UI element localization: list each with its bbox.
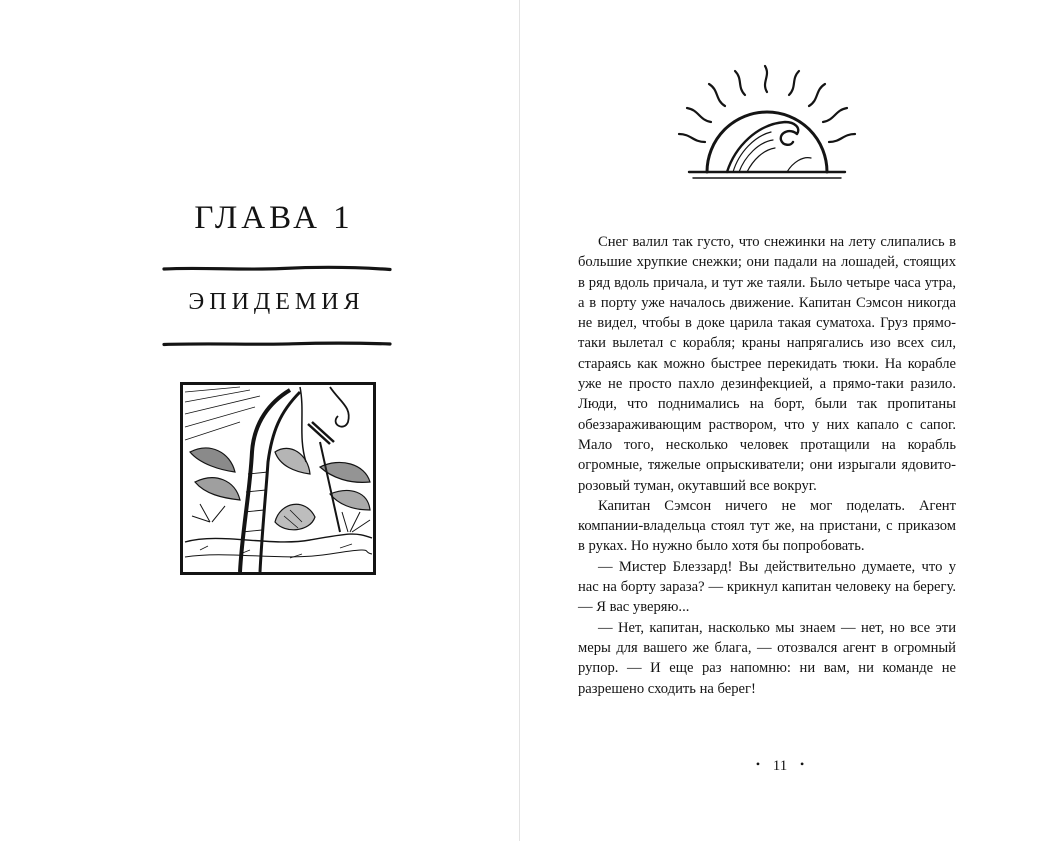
jungle-illustration (180, 382, 376, 575)
folio-ornament-left: • (755, 757, 761, 771)
chapter-rule-bottom (162, 340, 392, 348)
page-number: 11 (772, 758, 788, 774)
paragraph: — Нет, капитан, насколько мы знаем — нет, но все эти меры для вашего же блага, — отозвался агент в огромный рупор. — И еще раз напомню: ни вам, ни команде не разрешено сходить на берег! (578, 619, 956, 697)
paragraph: — Мистер Блеззард! Вы действительно думаете, что у нас на борту зараза? — крикнул капитан человеку на берегу. — Я вас уверяю... (578, 558, 956, 616)
page-number-footer (520, 757, 1040, 775)
left-page (0, 0, 519, 841)
sun-wave-emblem (667, 62, 867, 182)
paragraph: Капитан Сэмсон ничего не мог поделать. Агент компании-владельца стоял тут же, на пристани, с приказом в руках. Но нужно было хотя бы попробовать. (578, 497, 956, 555)
chapter-text (578, 232, 956, 699)
folio-ornament-right: • (799, 757, 805, 771)
chapter-number: ГЛАВА 1 (194, 200, 354, 236)
right-page (520, 0, 1040, 841)
chapter-rule-top (162, 265, 392, 273)
paragraph: Снег валил так густо, что снежинки на лету слипались в большие хрупкие снежки; они падали на лошадей, стоящих в ряд вдоль причала, и тут же таяли. Было четыре часа утра, а в порту уже началось движение. Капитан Сэмсон никогда не видел, чтобы в доке царила такая суматоха. Груз прямо-таки вылетал с корабля; краны напрягались изо всех сил, стараясь как можно быстрее перекидать тюки. На корабле уже не просто пахло дезинфекцией, а прямо-таки разило. Люди, что поднимались на борт, были так пропитаны обеззараживающим раствором, что у них капало с сапог. Мало того, несколько человек протащили на корабль огромные, тяжелые опрыскиватели; они изрыгали ядовито-розовый туман, окутавший все вокруг. (578, 234, 956, 494)
chapter-title: ЭПИДЕМИЯ (188, 289, 365, 315)
